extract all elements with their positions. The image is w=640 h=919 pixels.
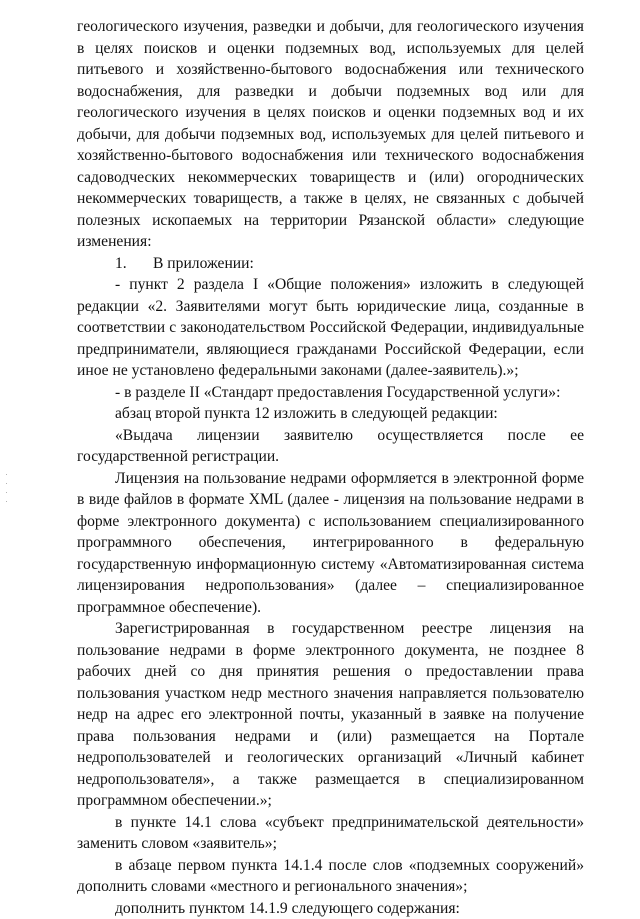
paragraph-section-2: - в разделе II «Стандарт предоставления Государственной услуги»: bbox=[77, 382, 584, 404]
paragraph-item-14-1: в пункте 14.1 слова «субъект предпринимательской деятельности» заменить словом «заявитель»; bbox=[77, 812, 584, 855]
paragraph-item-12: абзац второй пункта 12 изложить в следующей редакции: bbox=[77, 403, 584, 425]
list-item-number: 1. bbox=[115, 253, 153, 275]
paragraph-intro-continuation: геологического изучения, разведки и добычи, для геологического изучения в целях поисков и оценки подземных вод, используемых для целей питьевого и хозяйственно-бытового водоснабжения или технического водоснабжения, для разведки и добычи подземных вод или для геологического изучения в целях поисков и оценки подземных вод и их добычи, для добычи подземных вод, используемых для целей питьевого и хозяйственно-бытового водоснабжения или технического водоснабжения садоводческих некоммерческих товариществ и (или) огороднических некоммерческих товариществ, а также в целях, не связанных с добычей полезных ископаемых на территории Рязанской области» следующие изменения: bbox=[77, 16, 584, 253]
paragraph-item-14-1-4: в абзаце первом пункта 14.1.4 после слов «подземных сооружений» дополнить словами «местного и регионального значения»; bbox=[77, 855, 584, 898]
paragraph-license-registered: Зарегистрированная в государственном реестре лицензия на пользование недрами в форме электронного документа, не позднее 8 рабочих дней со дня принятия решения о предоставлении права пользования участком недр местного значения направляется пользователю недр на адрес его электронной почты, указанный в заявке на получение права пользования недрами и (или) размещается на Портале недропользователей и геологических организаций «Личный кабинет недропользователя», а также размещается в специализированном программном обеспечении.»; bbox=[77, 618, 584, 812]
list-item-1 bbox=[77, 253, 584, 275]
paragraph-license-electronic: Лицензия на пользование недрами оформляется в электронной форме в виде файлов в формате XML (далее - лицензия на пользование недрами в форме электронного документа) с использованием специализированного программного обеспечения, интегрированного в федеральную государственную информационную систему «Автоматизированная система лицензирования недропользования» (далее – специализированное программное обеспечение). bbox=[77, 468, 584, 619]
list-item-text: В приложении: bbox=[153, 253, 254, 275]
paragraph-item-2: - пункт 2 раздела I «Общие положения» изложить в следующей редакции «2. Заявителями могут быть юридические лица, созданные в соответствии с законодательством Российской Федерации, индивидуальные предприниматели, являющиеся гражданами Российской Федерации, если иное не установлено федеральными законами (далее-заявитель).»; bbox=[77, 274, 584, 382]
document-body bbox=[77, 16, 584, 919]
margin-scan-marks bbox=[5, 474, 8, 504]
paragraph-item-14-1-9: дополнить пунктом 14.1.9 следующего содержания: bbox=[77, 898, 584, 919]
paragraph-license-issue: «Выдача лицензии заявителю осуществляется после ее государственной регистрации. bbox=[77, 425, 584, 468]
